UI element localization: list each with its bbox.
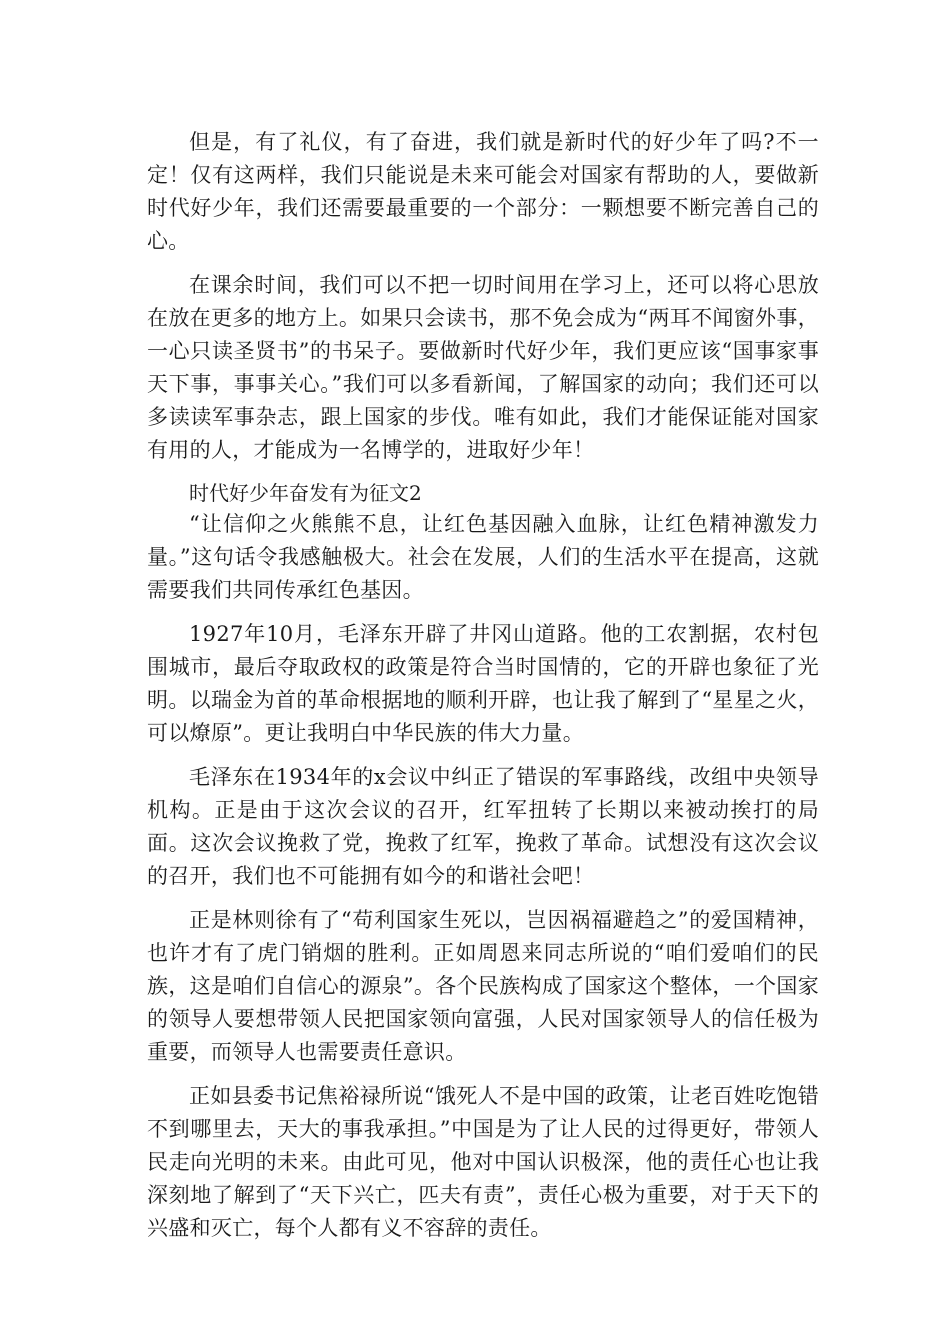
- section-paragraph-4: 正是林则徐有了“苟利国家生死以，岂因祸福避趋之”的爱国精神，也许才有了虎门销烟的胜利。正如周恩来同志所说的“咱们爱咱们的民族，这是咱们自信心的源泉”。各个民族构成了国家这个整体，一个国家的领导人要想带领人民把国家领向富强，人民对国家领导人的信任极为重要，而领导人也需要责任意识。: [147, 908, 819, 1064]
- section-paragraph-2: 1927年10月，毛泽东开辟了井冈山道路。他的工农割据，农村包围城市，最后夺取政权的政策是符合当时国情的，它的开辟也象征了光明。以瑞金为首的革命根据地的顺利开辟，也让我了解到了“星星之火，可以燎原”。更让我明白中华民族的伟大力量。: [147, 622, 819, 745]
- paragraph-2: 在课余时间，我们可以不把一切时间用在学习上，还可以将心思放在放在更多的地方上。如果只会读书，那不免会成为“两耳不闻窗外事，一心只读圣贤书”的书呆子。要做新时代好少年，我们更应该“国事家事天下事，事事关心。”我们可以多看新闻，了解国家的动向；我们还可以多读读军事杂志，跟上国家的步伐。唯有如此，我们才能保证能对国家有用的人，才能成为一名博学的，进取好少年！: [147, 273, 819, 462]
- section-paragraph-5: 正如县委书记焦裕禄所说“饿死人不是中国的政策，让老百姓吃饱错不到哪里去，天大的事我承担。”中国是为了让人民的过得更好，带领人民走向光明的未来。由此可见，他对中国认识极深，他的责任心也让我深刻地了解到了“天下兴亡，匹夫有责”，责任心极为重要，对于天下的兴盛和灭亡，每个人都有义不容辞的责任。: [147, 1084, 819, 1240]
- paragraph-1: 但是，有了礼仪，有了奋进，我们就是新时代的好少年了吗?不一定！仅有这两样，我们只能说是未来可能会对国家有帮助的人，要做新时代好少年，我们还需要最重要的一个部分：一颗想要不断完善自己的心。: [147, 130, 819, 253]
- section-title: 时代好少年奋发有为征文2: [189, 481, 422, 505]
- section-paragraph-3: 毛泽东在1934年的x会议中纠正了错误的军事路线，改组中央领导机构。正是由于这次会议的召开，红军扭转了长期以来被动挨打的局面。这次会议挽救了党，挽救了红军，挽救了革命。试想没有这次会议的召开，我们也不可能拥有如今的和谐社会吧！: [147, 765, 819, 888]
- document-page: [147, 126, 819, 1245]
- section-paragraph-1: “让信仰之火熊熊不息，让红色基因融入血脉，让红色精神激发力量。”这句话令我感触极大。社会在发展，人们的生活水平在提高，这就需要我们共同传承红色基因。: [147, 512, 819, 602]
